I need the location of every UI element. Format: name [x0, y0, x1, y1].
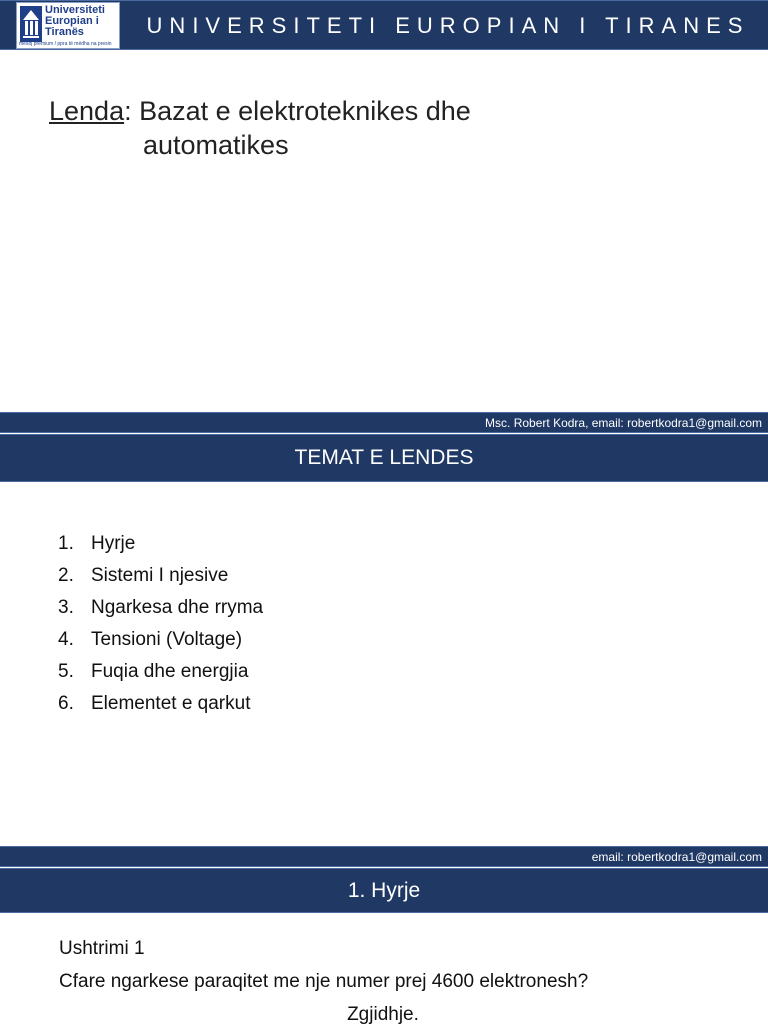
subject-line-2: automatikes	[143, 130, 289, 160]
slide2-footer-bar	[0, 846, 768, 867]
author-email-footer: Msc. Robert Kodra, email: robertkodra1@gmail.com	[485, 416, 762, 430]
subject-separator: :	[124, 96, 140, 126]
list-item	[58, 592, 263, 624]
solution-label: Zgjidhje.	[347, 1004, 419, 1024]
slide3-title-bar	[0, 868, 768, 913]
email-footer: email: robertkodra1@gmail.com	[591, 850, 762, 864]
header-bar	[0, 0, 768, 50]
list-item-number: 6.	[58, 693, 74, 714]
subject-heading	[49, 94, 729, 162]
list-item-label: Fuqia dhe energjia	[91, 661, 249, 682]
list-item-label: Sistemi I njesive	[91, 565, 229, 586]
subject-line-1: Bazat e elektroteknikes dhe	[139, 96, 471, 126]
slide2-title-bar	[0, 434, 768, 482]
building-logo-icon	[20, 6, 42, 42]
exercise-question: Cfare ngarkese paraqitet me nje numer prej 4600 elektronesh?	[59, 971, 589, 992]
list-item-label: Elementet e qarkut	[91, 693, 251, 714]
logo-tagline: mësoj premium / ppra të mëdha na presin	[19, 41, 112, 47]
logo-name-line: Universiteti	[45, 4, 105, 16]
university-title: UNIVERSITETI EUROPIAN I TIRANES	[146, 13, 750, 38]
slide2-title: TEMAT E LENDES	[294, 446, 474, 469]
exercise-title: Ushtrimi 1	[59, 938, 145, 959]
topics-list	[58, 528, 263, 720]
list-item-label: Ngarkesa dhe rryma	[91, 597, 264, 618]
list-item-number: 2.	[58, 565, 74, 586]
list-item	[58, 688, 263, 720]
list-item-label: Tensioni (Voltage)	[91, 629, 243, 650]
list-item-number: 3.	[58, 597, 74, 618]
slide1-footer-bar	[0, 412, 768, 433]
list-item-number: 5.	[58, 661, 74, 682]
logo-name-line: Europian i	[45, 15, 99, 27]
list-item-label: Hyrje	[91, 533, 136, 554]
subject-label: Lenda	[49, 96, 125, 126]
logo-name	[45, 5, 119, 38]
logo-name-line: Tiranës	[45, 26, 84, 38]
slide3-title: 1. Hyrje	[347, 878, 421, 902]
exercise-block	[59, 934, 719, 1024]
list-item	[58, 560, 263, 592]
university-logo	[16, 2, 120, 49]
list-item	[58, 656, 263, 688]
list-item	[58, 528, 263, 560]
list-item-number: 1.	[58, 533, 74, 554]
list-item	[58, 624, 263, 656]
list-item-number: 4.	[58, 629, 74, 650]
